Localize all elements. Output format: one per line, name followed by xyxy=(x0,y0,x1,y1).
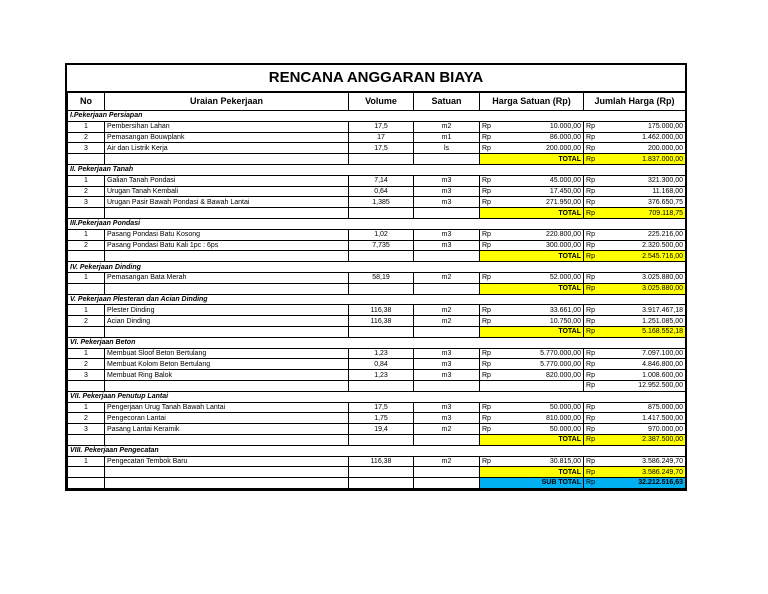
section-title: IV. Pekerjaan Dinding xyxy=(68,262,686,273)
table-row xyxy=(68,316,686,327)
total-label: TOTAL xyxy=(480,467,584,478)
empty-cell xyxy=(349,380,414,391)
currency-label: Rp xyxy=(480,424,496,435)
item-description: Urugan Tanah Kembali xyxy=(105,186,349,197)
section-total-amount: 709.118,75 xyxy=(600,208,686,219)
item-description: Acian Dinding xyxy=(105,316,349,327)
empty-cell xyxy=(414,208,480,219)
section-total-amount: 2.387.500,00 xyxy=(600,434,686,445)
item-volume: 17,5 xyxy=(349,121,414,132)
item-unit: m1 xyxy=(414,132,480,143)
item-description: Plester Dinding xyxy=(105,305,349,316)
item-unit: m3 xyxy=(414,186,480,197)
item-description: Pengecoran Lantai xyxy=(105,413,349,424)
currency-label: Rp xyxy=(584,197,600,208)
item-volume: 17,5 xyxy=(349,402,414,413)
currency-label: Rp xyxy=(480,143,496,154)
table-row xyxy=(68,121,686,132)
table-row xyxy=(68,359,686,370)
item-no: 1 xyxy=(68,121,105,132)
item-no: 1 xyxy=(68,456,105,467)
header-unit: Satuan xyxy=(414,93,480,111)
currency-label: Rp xyxy=(480,121,496,132)
section-title: VII. Pekerjaan Penutup Lantai xyxy=(68,391,686,402)
empty-cell xyxy=(414,478,480,489)
empty-cell xyxy=(105,208,349,219)
empty-cell xyxy=(105,154,349,165)
table-row xyxy=(68,348,686,359)
item-amount: 200.000,00 xyxy=(600,143,686,154)
empty-cell xyxy=(349,283,414,294)
empty-cell xyxy=(349,478,414,489)
item-unit: m3 xyxy=(414,370,480,381)
header-unit-price: Harga Satuan (Rp) xyxy=(480,93,584,111)
table-row xyxy=(68,402,686,413)
section-total-row xyxy=(68,283,686,294)
item-volume: 1,385 xyxy=(349,197,414,208)
subtotal-label: SUB TOTAL xyxy=(480,478,584,489)
section-title: II. Pekerjaan Tanah xyxy=(68,164,686,175)
empty-cell xyxy=(349,326,414,337)
item-volume: 7,735 xyxy=(349,240,414,251)
currency-label: Rp xyxy=(584,402,600,413)
currency-label: Rp xyxy=(480,175,496,186)
item-description: Pembersihan Lahan xyxy=(105,121,349,132)
currency-label: Rp xyxy=(584,272,600,283)
total-label: TOTAL xyxy=(480,208,584,219)
currency-label: Rp xyxy=(584,434,600,445)
item-unit: m3 xyxy=(414,413,480,424)
empty-cell xyxy=(414,154,480,165)
item-unit-price: 30.815,00 xyxy=(496,456,584,467)
currency-label: Rp xyxy=(584,467,600,478)
item-amount: 875.000,00 xyxy=(600,402,686,413)
item-amount: 321.300,00 xyxy=(600,175,686,186)
item-description: Urugan Pasir Bawah Pondasi & Bawah Lantai xyxy=(105,197,349,208)
table-row xyxy=(68,305,686,316)
section-title: I.Pekerjaan Persiapan xyxy=(68,111,686,122)
item-amount: 225.216,00 xyxy=(600,229,686,240)
item-no: 2 xyxy=(68,413,105,424)
empty-cell xyxy=(68,154,105,165)
currency-label: Rp xyxy=(584,380,600,391)
currency-label: Rp xyxy=(480,229,496,240)
item-unit-price: 5.770.000,00 xyxy=(496,348,584,359)
header-description: Uraian Pekerjaan xyxy=(105,93,349,111)
empty-cell xyxy=(349,251,414,262)
currency-label: Rp xyxy=(480,456,496,467)
currency-label: Rp xyxy=(584,413,600,424)
item-unit: m3 xyxy=(414,197,480,208)
currency-label: Rp xyxy=(480,413,496,424)
header-no: No xyxy=(68,93,105,111)
section-total-row xyxy=(68,467,686,478)
item-description: Membuat Kolom Beton Bertulang xyxy=(105,359,349,370)
item-volume: 1,23 xyxy=(349,348,414,359)
section-total-row xyxy=(68,154,686,165)
currency-label: Rp xyxy=(480,305,496,316)
section-title: III.Pekerjaan Pondasi xyxy=(68,218,686,229)
item-description: Pemasangan Bata Merah xyxy=(105,272,349,283)
currency-label: Rp xyxy=(584,229,600,240)
item-volume: 1,02 xyxy=(349,229,414,240)
currency-label: Rp xyxy=(584,121,600,132)
section-total-row xyxy=(68,208,686,219)
budget-table xyxy=(67,92,686,489)
subtotal-row xyxy=(68,478,686,489)
table-row xyxy=(68,229,686,240)
item-description: Pasang Pondasi Batu Kosong xyxy=(105,229,349,240)
currency-label: Rp xyxy=(584,424,600,435)
item-volume: 116,38 xyxy=(349,316,414,327)
item-unit: m2 xyxy=(414,272,480,283)
currency-label: Rp xyxy=(584,478,600,489)
item-unit: m3 xyxy=(414,240,480,251)
table-row xyxy=(68,132,686,143)
currency-label: Rp xyxy=(584,251,600,262)
section-total-row xyxy=(68,380,686,391)
section-total-row xyxy=(68,326,686,337)
currency-label: Rp xyxy=(584,456,600,467)
item-unit: m3 xyxy=(414,175,480,186)
item-no: 3 xyxy=(68,424,105,435)
section-total-row xyxy=(68,434,686,445)
section-header-row xyxy=(68,445,686,456)
item-unit-price: 820.000,00 xyxy=(496,370,584,381)
empty-cell xyxy=(414,326,480,337)
item-unit: m3 xyxy=(414,348,480,359)
currency-label: Rp xyxy=(480,197,496,208)
item-amount: 3.586.249,70 xyxy=(600,456,686,467)
item-unit: m3 xyxy=(414,359,480,370)
item-description: Membuat Sloof Beton Bertulang xyxy=(105,348,349,359)
item-volume: 1,23 xyxy=(349,370,414,381)
item-unit: m3 xyxy=(414,402,480,413)
currency-label: Rp xyxy=(480,186,496,197)
item-unit-price: 220.800,00 xyxy=(496,229,584,240)
item-description: Air dan Listrik Kerja xyxy=(105,143,349,154)
item-unit-price: 10.750,00 xyxy=(496,316,584,327)
item-amount: 2.320.500,00 xyxy=(600,240,686,251)
item-unit-price: 45.000,00 xyxy=(496,175,584,186)
header-volume: Volume xyxy=(349,93,414,111)
table-row xyxy=(68,240,686,251)
section-total-amount: 5.168.552,18 xyxy=(600,326,686,337)
total-label: TOTAL xyxy=(480,283,584,294)
item-amount: 1.008.600,00 xyxy=(600,370,686,381)
item-unit-price: 50.000,00 xyxy=(496,402,584,413)
empty-cell xyxy=(68,326,105,337)
item-amount: 376.650,75 xyxy=(600,197,686,208)
item-volume: 7,14 xyxy=(349,175,414,186)
item-unit-price: 300.000,00 xyxy=(496,240,584,251)
empty-cell xyxy=(68,467,105,478)
section-header-row xyxy=(68,262,686,273)
currency-label: Rp xyxy=(480,359,496,370)
section-title: VI. Pekerjaan Beton xyxy=(68,337,686,348)
item-no: 1 xyxy=(68,348,105,359)
empty-cell xyxy=(68,251,105,262)
currency-label: Rp xyxy=(584,208,600,219)
table-row xyxy=(68,424,686,435)
item-volume: 17 xyxy=(349,132,414,143)
currency-label: Rp xyxy=(584,283,600,294)
empty-cell xyxy=(349,467,414,478)
item-unit-price: 271.950,00 xyxy=(496,197,584,208)
empty-cell xyxy=(68,478,105,489)
section-total-amount: 2.545.716,00 xyxy=(600,251,686,262)
table-row xyxy=(68,143,686,154)
empty-cell xyxy=(105,467,349,478)
section-header-row xyxy=(68,218,686,229)
item-unit-price: 50.000,00 xyxy=(496,424,584,435)
section-title: V. Pekerjaan Plesteran dan Acian Dinding xyxy=(68,294,686,305)
item-description: Galian Tanah Pondasi xyxy=(105,175,349,186)
item-volume: 1,75 xyxy=(349,413,414,424)
currency-label: Rp xyxy=(584,316,600,327)
currency-label: Rp xyxy=(584,359,600,370)
empty-cell xyxy=(105,434,349,445)
total-label xyxy=(480,380,584,391)
sheet-title: RENCANA ANGGARAN BIAYA xyxy=(67,65,685,92)
empty-cell xyxy=(349,154,414,165)
table-row xyxy=(68,175,686,186)
item-volume: 116,38 xyxy=(349,456,414,467)
empty-cell xyxy=(414,283,480,294)
currency-label: Rp xyxy=(480,316,496,327)
table-row xyxy=(68,413,686,424)
empty-cell xyxy=(68,208,105,219)
currency-label: Rp xyxy=(584,326,600,337)
item-description: Pasang Pondasi Batu Kali 1pc : 6ps xyxy=(105,240,349,251)
table-row xyxy=(68,186,686,197)
empty-cell xyxy=(414,434,480,445)
section-header-row xyxy=(68,111,686,122)
empty-cell xyxy=(414,467,480,478)
empty-cell xyxy=(105,380,349,391)
table-row xyxy=(68,370,686,381)
total-label: TOTAL xyxy=(480,434,584,445)
item-no: 1 xyxy=(68,229,105,240)
header-row xyxy=(68,93,686,111)
item-volume: 58,19 xyxy=(349,272,414,283)
empty-cell xyxy=(349,208,414,219)
item-no: 2 xyxy=(68,240,105,251)
item-amount: 970.000,00 xyxy=(600,424,686,435)
item-description: Pasang Lantai Keramik xyxy=(105,424,349,435)
currency-label: Rp xyxy=(584,240,600,251)
empty-cell xyxy=(414,380,480,391)
currency-label: Rp xyxy=(584,143,600,154)
item-amount: 175.000,00 xyxy=(600,121,686,132)
total-label: TOTAL xyxy=(480,326,584,337)
total-label: TOTAL xyxy=(480,154,584,165)
item-unit: m2 xyxy=(414,316,480,327)
section-header-row xyxy=(68,391,686,402)
item-no: 1 xyxy=(68,402,105,413)
item-no: 3 xyxy=(68,370,105,381)
item-no: 2 xyxy=(68,186,105,197)
item-description: Pengecatan Tembok Baru xyxy=(105,456,349,467)
empty-cell xyxy=(105,326,349,337)
empty-cell xyxy=(68,434,105,445)
empty-cell xyxy=(414,251,480,262)
currency-label: Rp xyxy=(480,132,496,143)
item-unit: m2 xyxy=(414,424,480,435)
item-unit: m3 xyxy=(414,229,480,240)
item-amount: 3.917.467,18 xyxy=(600,305,686,316)
item-no: 3 xyxy=(68,143,105,154)
currency-label: Rp xyxy=(584,154,600,165)
item-description: Pemasangan Bouwplank xyxy=(105,132,349,143)
item-volume: 0,84 xyxy=(349,359,414,370)
section-title: VIII. Pekerjaan Pengecatan xyxy=(68,445,686,456)
item-unit-price: 33.661,00 xyxy=(496,305,584,316)
item-no: 1 xyxy=(68,272,105,283)
currency-label: Rp xyxy=(480,272,496,283)
item-no: 2 xyxy=(68,359,105,370)
table-body xyxy=(68,111,686,489)
item-amount: 3.025.880,00 xyxy=(600,272,686,283)
table-row xyxy=(68,456,686,467)
currency-label: Rp xyxy=(584,186,600,197)
empty-cell xyxy=(105,283,349,294)
section-total-amount: 3.586.249,70 xyxy=(600,467,686,478)
table-row xyxy=(68,272,686,283)
item-unit-price: 5.770.000,00 xyxy=(496,359,584,370)
item-description: Pengerjaan Urug Tanah Bawah Lantai xyxy=(105,402,349,413)
budget-sheet xyxy=(65,63,687,491)
currency-label: Rp xyxy=(584,348,600,359)
currency-label: Rp xyxy=(584,370,600,381)
currency-label: Rp xyxy=(584,175,600,186)
item-no: 1 xyxy=(68,175,105,186)
item-volume: 17,5 xyxy=(349,143,414,154)
header-total-price: Jumlah Harga (Rp) xyxy=(584,93,686,111)
item-amount: 4.846.800,00 xyxy=(600,359,686,370)
currency-label: Rp xyxy=(584,132,600,143)
subtotal-amount: 32.212.516,63 xyxy=(600,478,686,489)
item-unit: m2 xyxy=(414,305,480,316)
currency-label: Rp xyxy=(480,240,496,251)
section-total-amount: 12.952.500,00 xyxy=(600,380,686,391)
empty-cell xyxy=(105,251,349,262)
item-unit: m2 xyxy=(414,456,480,467)
item-unit-price: 810.000,00 xyxy=(496,413,584,424)
item-description: Membuat Ring Balok xyxy=(105,370,349,381)
item-unit-price: 86.000,00 xyxy=(496,132,584,143)
item-volume: 0,64 xyxy=(349,186,414,197)
item-unit-price: 52.000,00 xyxy=(496,272,584,283)
item-amount: 7.097.100,00 xyxy=(600,348,686,359)
empty-cell xyxy=(349,434,414,445)
item-unit-price: 17.450,00 xyxy=(496,186,584,197)
item-no: 2 xyxy=(68,316,105,327)
empty-cell xyxy=(105,478,349,489)
section-header-row xyxy=(68,337,686,348)
item-volume: 116,38 xyxy=(349,305,414,316)
currency-label: Rp xyxy=(480,348,496,359)
item-no: 1 xyxy=(68,305,105,316)
item-amount: 11.168,00 xyxy=(600,186,686,197)
item-no: 3 xyxy=(68,197,105,208)
item-amount: 1.462.000,00 xyxy=(600,132,686,143)
item-unit: m2 xyxy=(414,121,480,132)
total-label: TOTAL xyxy=(480,251,584,262)
empty-cell xyxy=(68,283,105,294)
item-unit-price: 200.000,00 xyxy=(496,143,584,154)
item-unit-price: 10.000,00 xyxy=(496,121,584,132)
empty-cell xyxy=(68,380,105,391)
section-total-amount: 1.837.000,00 xyxy=(600,154,686,165)
item-volume: 19,4 xyxy=(349,424,414,435)
section-header-row xyxy=(68,294,686,305)
section-total-row xyxy=(68,251,686,262)
currency-label: Rp xyxy=(480,402,496,413)
section-header-row xyxy=(68,164,686,175)
table-row xyxy=(68,197,686,208)
item-amount: 1.417.500,00 xyxy=(600,413,686,424)
currency-label: Rp xyxy=(480,370,496,381)
item-no: 2 xyxy=(68,132,105,143)
item-unit: ls xyxy=(414,143,480,154)
section-total-amount: 3.025.880,00 xyxy=(600,283,686,294)
item-amount: 1.251.085,00 xyxy=(600,316,686,327)
currency-label: Rp xyxy=(584,305,600,316)
